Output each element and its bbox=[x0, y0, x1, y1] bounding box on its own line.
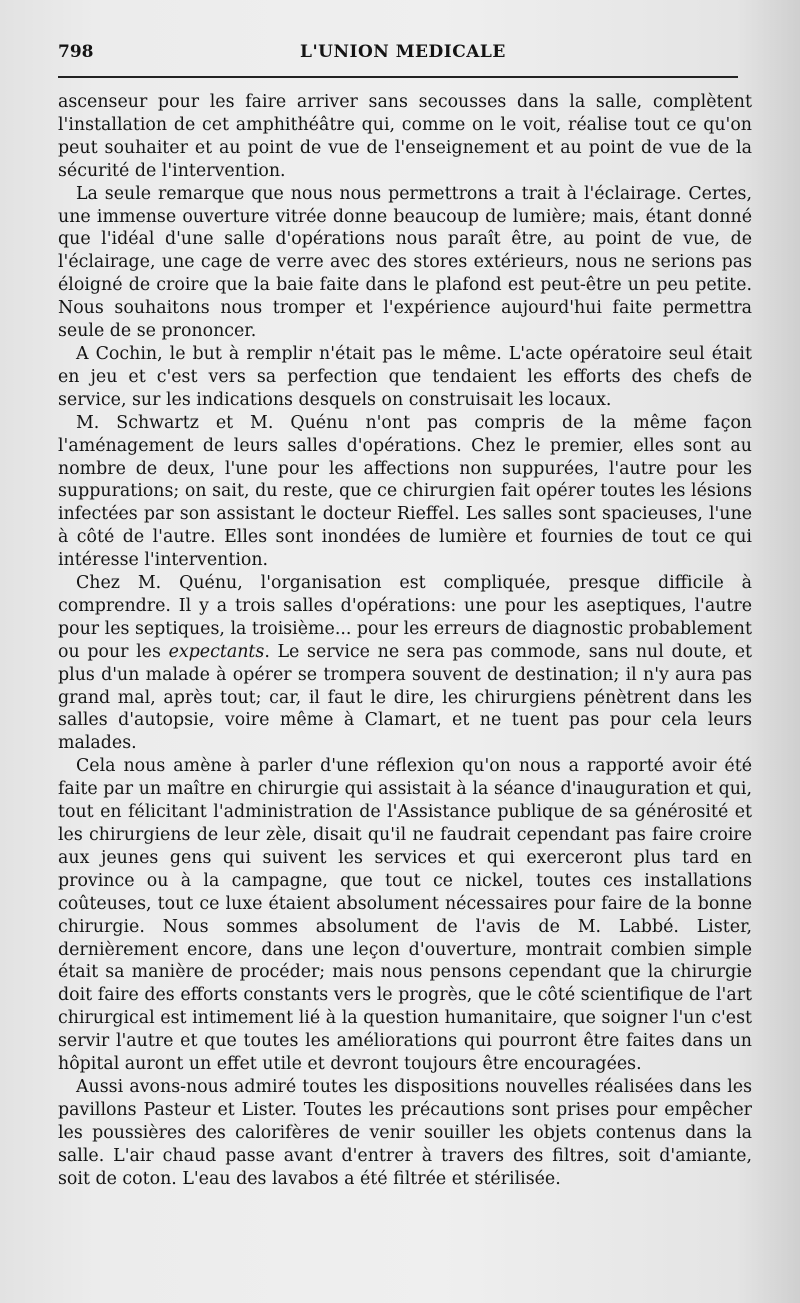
running-title: L'UNION MEDICALE bbox=[300, 42, 506, 62]
paragraph-cochin: A Cochin, le but à remplir n'était pas le même. L'acte opératoire seul était en jeu et c'est vers sa perfection que tendaient les efforts des chefs de service, sur les indications desquels on construisait les locaux. bbox=[58, 343, 752, 410]
header-rule bbox=[58, 76, 738, 78]
paragraph-quenu-text-end: . Le service ne sera pas commode, sans nul doute, et plus d'un malade à opérer se trompera souvent de destination; il n'y aura pas grand mal, après tout; car, il faut le dire, les chirurgiens pénètrent dans les salles d'autopsie, voire même à Clamart, et ne tuent pas pour cela leurs malades. bbox=[58, 641, 753, 754]
paragraph-pavillons: Aussi avons-nous admiré toutes les dispositions nouvelles réalisées dans les pavillons Pasteur et Lister. Toutes les précautions sont prises pour empêcher les poussières des calorifères de venir souiller les objets contenus dans la salle. L'air chaud passe avant d'entrer à travers des filtres, soit d'amiante, soit de coton. L'eau des lavabos a été filtrée et stérilisée. bbox=[58, 1076, 752, 1189]
page-number: 798 bbox=[58, 42, 94, 62]
paragraph-quenu-text-start: Chez M. Quénu, l'organisation est compliquée, presque difficile à comprendre. Il y a trois salles d'opérations: une pour les aseptiques, l'autre pour les septiques, la troisième... pour les erreurs de diagnostic probablement ou pour les bbox=[58, 573, 752, 662]
article-body bbox=[58, 91, 752, 1191]
running-header bbox=[58, 38, 738, 72]
paragraph-schwartz-quenu: M. Schwartz et M. Quénu n'ont pas compris de la même façon l'aménagement de leurs salles d'opérations. Chez le premier, elles sont au nombre de deux, l'une pour les affections non suppurées, l'autre pour les suppurations; on sait, du reste, que ce chirurgien fait opérer toutes les lésions infectées par son assistant le docteur Rieffel. Les salles sont spacieuses, l'une à côté de l'autre. Elles sont inondées de lumière et fournies de tout ce qui intéresse l'intervention. bbox=[58, 412, 752, 571]
paragraph-eclairage: La seule remarque que nous nous permettrons a trait à l'éclairage. Certes, une immense ouverture vitrée donne beaucoup de lumière; mais, étant donné que l'idéal d'une salle d'opérations nous paraît être, au point de vue, de l'éclairage, une cage de verre avec des stores extérieurs, nous ne serions pas éloigné de croire que la baie faite dans le plafond est peut-être un peu petite. Nous souhaitons nous tromper et l'expérience aujourd'hui faite permettra seule de se prononcer. bbox=[58, 183, 752, 342]
paragraph-reflexion: Cela nous amène à parler d'une réflexion qu'on nous a rapporté avoir été faite par un maître en chirurgie qui assistait à la séance d'inauguration et qui, tout en félicitant l'administration de l'Assistance publique de sa générosité et les chirurgiens de leur zèle, disait qu'il ne faudrait cependant pas faire croire aux jeunes gens qui suivent les services et qui exerceront plus tard en province ou à la campagne, que tout ce nickel, toutes ces installations coûteuses, tout ce luxe étaient absolument nécessaires pour faire de la bonne chirurgie. Nous sommes absolument de l'avis de M. Labbé. Lister, dernièrement encore, dans une leçon d'ouverture, montrait combien simple était sa manière de procéder; mais nous pensons cependant que la chirurgie doit faire des efforts constants vers le progrès, que le côté scientifique de l'art chirurgical est intimement lié à la question humanitaire, que soigner l'un c'est servir l'autre et que toutes les améliorations qui pourront être faites dans un hôpital auront un effet utile et devront toujours être encouragées. bbox=[58, 756, 752, 1075]
italic-expectants: expectants bbox=[168, 641, 265, 662]
paragraph-quenu-organisation bbox=[58, 572, 752, 755]
paragraph-continuation: ascenseur pour les faire arriver sans secousses dans la salle, complètent l'installation de cet amphithéâtre qui, comme on le voit, réalise tout ce qu'on peut souhaiter et au point de vue de l'enseignement et au point de vue de la sécurité de l'intervention. bbox=[58, 92, 752, 181]
